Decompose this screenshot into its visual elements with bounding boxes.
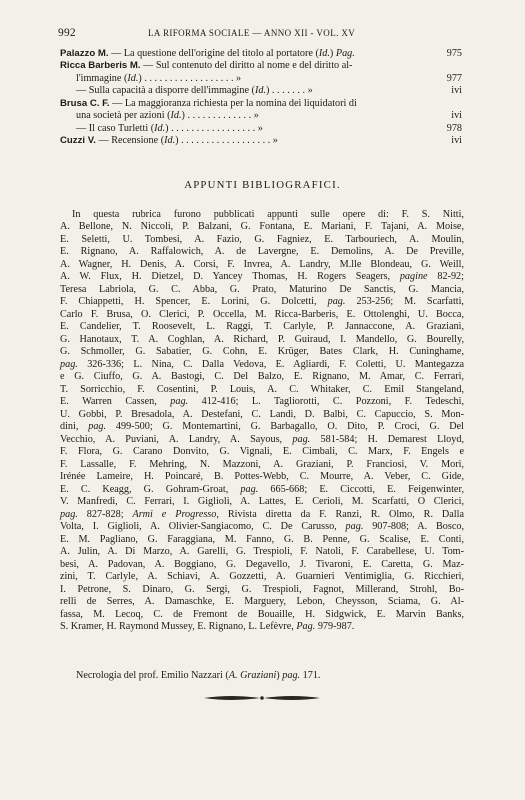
page-number: 992 <box>58 27 76 39</box>
text-line: relli de Serres, A. Damaschke, E. Marguery, Lebon, Cheysson, Sciama, G. Al- <box>60 596 464 608</box>
text-line: A. Bellone, N. Niccoli, P. Balzani, G. Fontana, E. Mariani, F. Tajani, A. Moise, <box>60 221 464 233</box>
index-entry <box>60 110 462 122</box>
index-entry <box>60 73 462 85</box>
index-text: una società per azioni ( <box>76 110 171 122</box>
text-line: dini, pag. 499-500; G. Montemartini, G. Barbagallo, O. Dito, P. Croci, G. Del <box>60 421 464 433</box>
index-text-2: ) . . . . . . . . . . . . . . . . . . » <box>175 135 278 147</box>
text-line: Carlo F. Brusa, O. Clerici, P. Occella, M. Ricca-Barberis, E. Ottolenghi, U. Bocca, <box>60 308 464 320</box>
text-line: F. Chiappetti, H. Spencer, E. Lorini, G. Dolcetti, pag. 253-256; M. Scarfatti, <box>60 296 464 308</box>
index-author: Cuzzi V. <box>60 135 96 147</box>
index-page-ref: 975 <box>446 48 462 59</box>
index-entry <box>60 135 462 147</box>
running-title: LA RIFORMA SOCIALE — ANNO XII - VOL. XV <box>148 28 356 38</box>
index-italic: Id. <box>154 122 166 134</box>
text-line: G. Hanotaux, T. A. Coghlan, A. Richard, P. Guiraud, I. Mandello, G. Bourelly, <box>60 333 464 345</box>
text-line: pag. 827-828; Armi e Progresso, Rivista diretta da F. Ranzi, R. Olmo, R. Dalla <box>60 508 464 520</box>
necrology-pag: pag. <box>282 670 301 681</box>
text-line: In questa rubrica furono pubblicati appunti sulle opere di: F. S. Nitti, <box>72 209 464 220</box>
index-entry <box>60 48 462 60</box>
bibliography-paragraph <box>60 209 464 633</box>
text-line: E. Rignano, A. Raffalowich, A. de Lavergne, E. Demolins, A. De Preville, <box>60 246 464 258</box>
index-page-ref: 978 <box>446 122 462 134</box>
index-text-2: ) <box>329 48 336 59</box>
index-page-ref: 977 <box>446 72 462 84</box>
index-text-2: ) . . . . . . . . . . . . . » <box>181 110 259 122</box>
necrology-ref: 171. <box>300 670 321 681</box>
index-text-2: ) . . . . . . . . . . . . . . . . . . » <box>138 72 242 84</box>
index-text: — Sul contenuto del diritto al nome e del diritto al- <box>140 60 353 72</box>
text-line: E. M. Pagliano, G. Faraggiana, M. Fanno, G. B. Penne, G. Scalise, E. Conti, <box>60 533 464 545</box>
index-text: — La questione dell'origine del titolo al portatore ( <box>108 48 319 59</box>
index-page-ref: ivi <box>451 135 462 147</box>
index-author: Palazzo M. <box>60 48 109 59</box>
necrology-text: Necrologia del prof. Emilio Nazzari ( <box>76 670 229 681</box>
text-line: G. Schmoller, G. Sabatier, G. Cohn, E. Krüger, Bates Clark, H. Cuninghame, <box>60 346 464 358</box>
index-entry <box>60 123 462 135</box>
text-line: F. Flora, G. Carano Donvito, G. Vignali, E. Cimbali, C. Marx, F. Engels e <box>60 446 464 458</box>
text-line: E. Warren Cassen, pag. 412-416; L. Tagliorotti, C. Pozzoni, F. Tedeschi, <box>60 396 464 408</box>
index-italic: Id. <box>164 135 176 147</box>
text-line: fassa, M. Lecoq, C. de Fremont de Bouaille, H. Sidgwick, E. Marvin Banks, <box>60 608 464 620</box>
index-page-ref: ivi <box>451 85 462 97</box>
text-line: E. C. Keagg, G. Gohram-Groat, pag. 665-668; E. Ciccotti, E. Feigenwinter, <box>60 483 464 495</box>
index-italic: Id. <box>254 85 266 97</box>
index-italic-2: Pag. <box>335 48 355 59</box>
text-line: E. Seletti, U. Tombesi, A. Fazio, G. Fagniez, E. Tarbouriech, A. Moulin, <box>60 233 464 245</box>
index-text: — Sulla capacità a disporre dell'immagine ( <box>76 85 255 97</box>
text-line: U. Gobbi, P. Bresadola, A. Destefani, C. Landi, D. Balbi, C. Capuccio, S. Mon- <box>60 408 464 420</box>
index-author: Ricca Barberis M. <box>60 60 141 72</box>
index-author: Brusa C. F. <box>60 97 110 109</box>
text-line: T. Sorricchio, F. Cosentini, P. Louis, A. C. Whitaker, C. Emil Stangeland, <box>60 383 464 395</box>
necrology-text-2: ) <box>276 670 283 681</box>
index-list <box>60 48 462 148</box>
index-text-2: ) . . . . . . . . . . . . . . . . . » <box>165 122 263 134</box>
index-entry <box>60 60 462 72</box>
text-line: Volta, I. Giglioli, A. Olivier-Sangiacomo, C. De Carusso, pag. 907-808; A. Bosco, <box>60 521 464 533</box>
text-line: zini, T. Carlyle, A. Schiavi, A. Gozzetti, A. Guarnieri Ventimiglia, G. Ricchieri, <box>60 571 464 583</box>
text-line: besi, A. Padovan, A. Boggiano, G. Degavello, J. Tivaroni, E. Caretta, G. Maz- <box>60 558 464 570</box>
text-line: A. W. Flux, H. Dietzel, D. Yancey Thomas, H. Rogers Seagers, pagine 82-92; <box>60 271 464 283</box>
ornament-divider <box>202 693 322 703</box>
index-italic: Id. <box>170 110 182 122</box>
necrology-line <box>76 670 320 681</box>
text-line: E. Candelier, T. Roosevelt, L. Raggi, T. Carlyle, P. Jannaccone, A. Graziani, <box>60 321 464 333</box>
text-line: pag. 326-336; L. Nina, C. Dalla Vedova, E. Agliardi, F. Coletti, U. Mantegazza <box>60 358 464 370</box>
text-line: I. Petrone, S. Dinaro, G. Sergi, G. Trespioli, Fagnot, Millerand, Strohl, Bo- <box>60 583 464 595</box>
index-text: — Recensione ( <box>95 135 165 147</box>
text-line: Irénée Lameire, H. Poincaré, B. Pottes-Webb, C. Mourre, A. Veber, C. Gide, <box>60 471 464 483</box>
text-line: e G. Ciuffo, G. A. Bastogi, C. Del Balzo, E. Rignano, M. Amar, C. Ferrari, <box>60 371 464 383</box>
necrology-author: A. Graziani <box>228 670 277 681</box>
index-page-ref: ivi <box>451 110 462 122</box>
index-text-2: ) . . . . . . . » <box>265 85 313 97</box>
section-title: APPUNTI BIBLIOGRAFICI. <box>184 179 341 191</box>
running-header <box>58 27 471 41</box>
text-line: Vecchio, A. Puviani, A. Landry, A. Sayous, pag. 581-584; H. Demarest Lloyd, <box>60 433 464 445</box>
index-text: l'immagine ( <box>76 72 128 84</box>
text-line: V. Manfredi, C. Ferrari, I. Giglioli, A. Lattes, E. Cerioli, M. Scarfatti, O Clerici, <box>60 496 464 508</box>
index-entry <box>60 98 462 110</box>
index-italic: Id. <box>127 72 139 84</box>
index-entry <box>60 85 462 97</box>
index-italic: Id. <box>318 48 330 59</box>
index-text: — La maggioranza richiesta per la nomina dei liquidatori di <box>109 97 357 109</box>
text-line: F. Lassalle, F. Mehring, N. Mazzoni, A. Graziani, P. Franciosi, V. Mori, <box>60 458 464 470</box>
text-line: A. Wagner, H. Denis, A. Corsi, F. Invrea, A. Landry, M.lle Blondeau, G. Weill, <box>60 258 464 270</box>
text-line: A. Julin, A. Di Marzo, A. Garelli, G. Trespioli, F. Natoli, F. Carabellese, U. Tom- <box>60 546 464 558</box>
text-line: Teresa Labriola, G. C. Abba, G. Prato, Maturino De Sanctis, G. Mancia, <box>60 283 464 295</box>
index-text: — Il caso Turletti ( <box>76 122 155 134</box>
text-line: S. Kramer, H. Raymond Mussey, E. Rignano, L. Lefèvre, Pag. 979-987. <box>60 620 355 632</box>
